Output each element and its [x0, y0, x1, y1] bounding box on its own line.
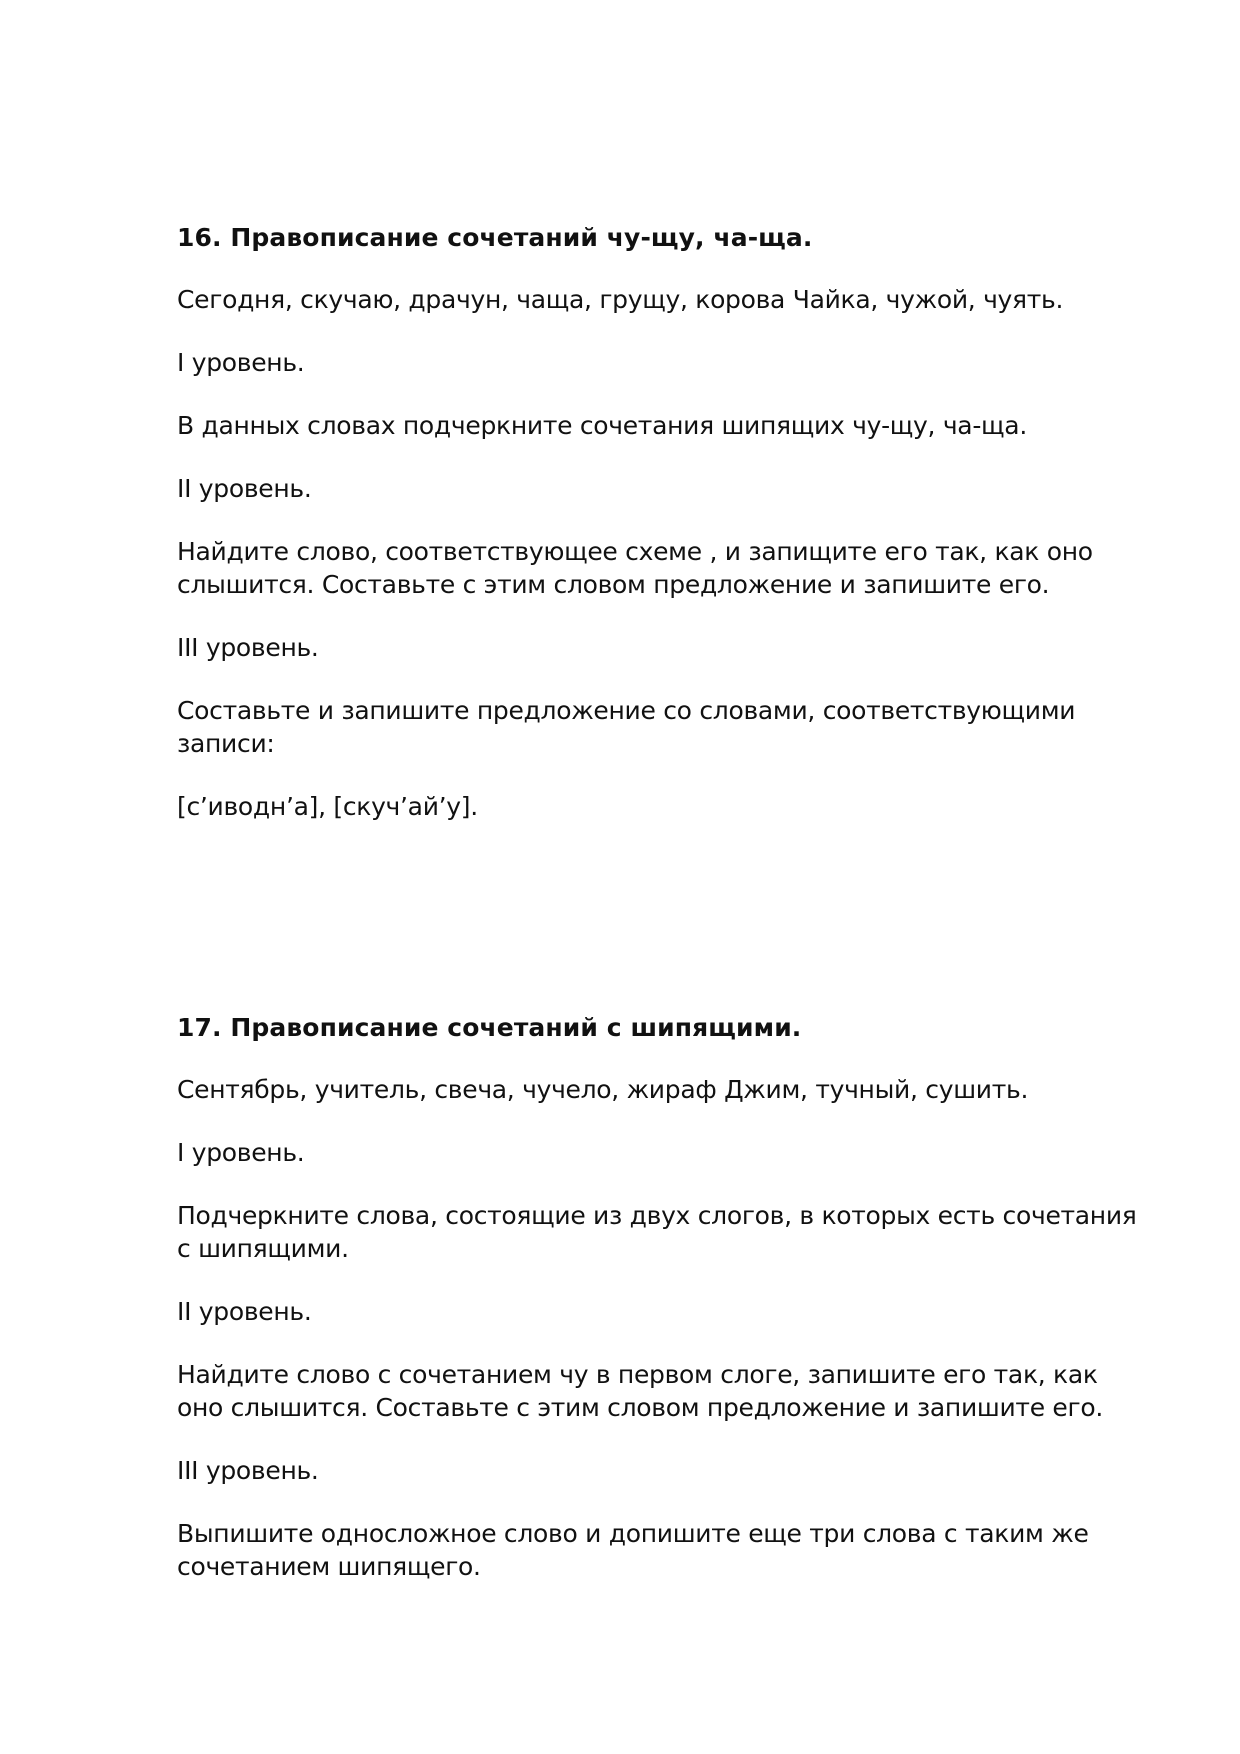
exercise-16-heading: 16. Правописание сочетаний чу-щу, ча-ща. — [177, 223, 813, 252]
exercise-16-transcription: [с’иводн’а], [скуч’ай’у]. — [177, 792, 478, 821]
exercise-16-level-1-task: В данных словах подчеркните сочетания шипящих чу-щу, ча-ща. — [177, 411, 1027, 440]
exercise-16-level-2-label: II уровень. — [177, 474, 312, 503]
exercise-16-level-3-task: Составьте и запишите предложение со словами, соответствующими записи: — [177, 696, 1076, 758]
exercise-16-level-2-task: Найдите слово, соответствующее схеме , и запищите его так, как оно слышится. Составьте с этим словом предложение и запишите его. — [177, 537, 1093, 599]
exercise-17-level-2-task: Найдите слово с сочетанием чу в первом слоге, запишите его так, как оно слышится. Составьте с этим словом предложение и запишите его. — [177, 1360, 1103, 1422]
exercise-17-level-1-label: I уровень. — [177, 1138, 305, 1167]
exercise-16 — [177, 223, 1137, 853]
exercise-17-level-3-label: III уровень. — [177, 1456, 319, 1485]
exercise-17-level-1-task: Подчеркните слова, состоящие из двух слогов, в которых есть сочетания с шипящими. — [177, 1201, 1137, 1263]
exercise-17-word-list: Сентябрь, учитель, свеча, чучело, жираф Джим, тучный, сушить. — [177, 1075, 1029, 1104]
exercise-16-word-list: Сегодня, скучаю, драчун, чаща, грущу, корова Чайка, чужой, чуять. — [177, 285, 1064, 314]
exercise-17-heading: 17. Правописание сочетаний с шипящими. — [177, 1013, 802, 1042]
exercise-17 — [177, 1013, 1137, 1613]
exercise-17-level-3-task: Выпишите односложное слово и допишите еще три слова с таким же сочетанием шипящего. — [177, 1519, 1089, 1581]
exercise-17-level-2-label: II уровень. — [177, 1297, 312, 1326]
exercise-16-level-1-label: I уровень. — [177, 348, 305, 377]
exercise-16-level-3-label: III уровень. — [177, 633, 319, 662]
